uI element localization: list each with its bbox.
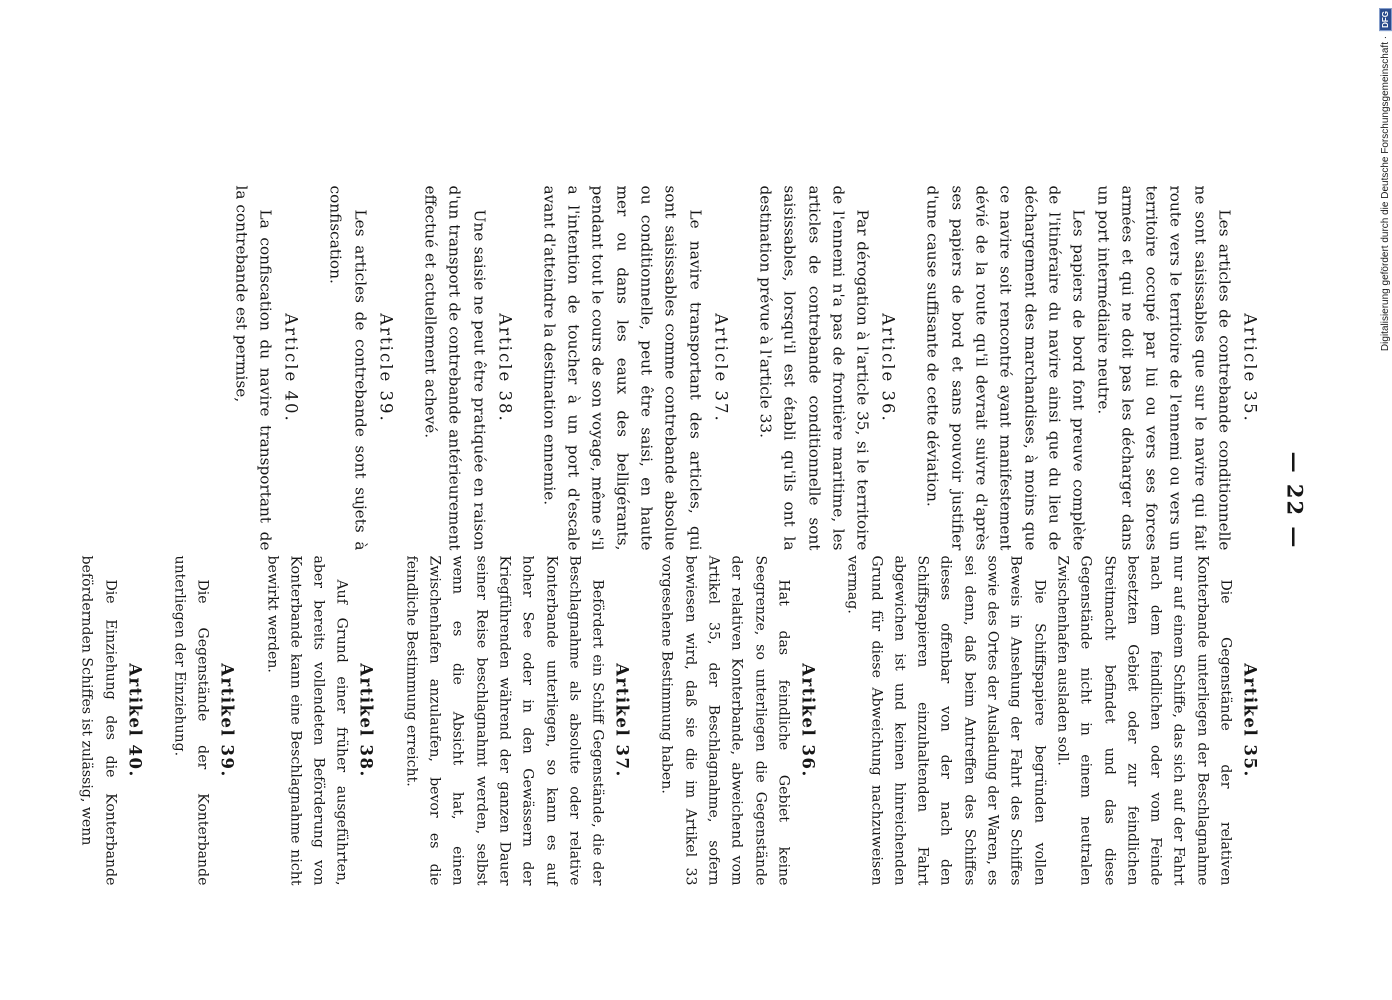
article-paragraph: Le navire transportant des articles, qui sont saisissables comme contrebande absolue ou conditionnelle, peut être saisi, en haute mer ou dans les eaux des belligérants, pendant tout le cours de son voyage, même s'il a l'intention de toucher à un port d'escale avant d'atteindre la destination ennemie.: [539, 185, 704, 550]
article-heading: Artikel 37.: [612, 662, 632, 778]
article-paragraph: Auf Grund einer früher ausgeführten, aber bereits vollendeten Beförderung von Konterbande kann eine Beschlagnahme nicht bewirkt werden.: [263, 555, 350, 885]
article-heading: Article 39.: [375, 312, 395, 423]
article-heading: Artikel 36.: [797, 662, 817, 778]
article-36-fr: [753, 185, 901, 550]
article-heading: Article 36.: [878, 312, 898, 423]
article-paragraph: Hat das feindliche Gebiet keine Seegrenze, so unterliegen die Gegenstände der relativen Konterbande, abweichend vom Artikel 35, der Beschlagnahme, sofern bewiesen wird, daß sie die im Artikel 33 vorgesehene Bestimmung haben.: [658, 555, 791, 885]
article-paragraph: Par dérogation à l'article 35, si le territoire de l'ennemi n'a pas de frontière maritime, les articles de contrebande conditionnelle sont saisissables, lorsqu'il est établi qu'ils ont la destination prévue à l'article 33.: [755, 185, 872, 550]
article-paragraph: Les articles de contrebande sont sujets à confiscation.: [326, 185, 369, 550]
article-heading: Article 40.: [281, 312, 301, 423]
german-column: [55, 555, 1263, 885]
article-39-de: [167, 555, 241, 885]
article-35-de: [840, 555, 1263, 885]
article-paragraph: Die Schiffspapiere begründen vollen Beweis in Ansehung der Fahrt des Schiffes sowie des Ortes der Ausladung der Waren, es sei denn, daß beim Antreffen des Schiffes dieses offenbar von der nach den Schiffspapieren einzuhaltenden Fahrt abgewichen ist und keinen hinreichenden Grund für diese Abweichung nachzuweisen vermag.: [844, 555, 1047, 885]
article-35-fr: [920, 185, 1263, 550]
article-heading: Artikel 40.: [124, 662, 144, 778]
article-paragraph: Une saisie ne peut être pratiquée en raison d'un transport de contrebande antérieurement effectué et actuellement achevé.: [420, 185, 488, 550]
article-paragraph: Les articles de contrebande conditionnelle ne sont saisissables que sur le navire qui fait route vers le territoire de l'ennemi ou vers un territoire occupé par lui ou vers ses forces armées et qui ne doit pas les décharger dans un port intermédiaire neutre.: [1093, 185, 1233, 550]
article-heading: Article 38.: [494, 312, 514, 423]
dfg-logo: DFG: [1379, 8, 1392, 31]
article-heading: Article 35.: [1240, 312, 1259, 423]
article-40-fr: [229, 185, 305, 550]
article-paragraph: La confiscation du navire transportant de la contrebande est permise,: [231, 185, 275, 550]
article-paragraph: Befördert ein Schiff Gegenstände, die der Beschlagnahme als absolute oder relative Konterbande unterliegen, so kann es auf hoher See oder in den Gewässern der Kriegführenden während der ganzen Dauer seiner Reise beschlagnahmt werden, selbst wenn es die Absicht hat, einen Zwischenhafen anzulaufen, bevor es die feindliche Bestimmung erreicht.: [402, 555, 606, 885]
article-36-de: [654, 555, 821, 885]
article-40-de: [74, 555, 148, 885]
article-39-fr: [323, 185, 399, 550]
article-heading: Artikel 38.: [356, 662, 376, 778]
article-heading: Artikel 35.: [1240, 662, 1259, 778]
article-38-fr: [418, 185, 518, 550]
article-paragraph: Die Einziehung des die Konterbande befördernden Schiffes ist zulässig, wenn: [78, 555, 118, 885]
credit-text: Digitalisierung gefördert durch die Deutsche Forschungsgemeinschaft ·: [1380, 35, 1391, 352]
article-heading: Artikel 39.: [217, 662, 237, 778]
article-paragraph: Les papiers de bord font preuve complète de l'itinéraire du navire ainsi que du lieu de déchargement des marchandises, à moins que ce navire soit rencontré ayant manifestement dévié de la route qu'il devrait suivre d'après ses papiers de bord et sans pouvoir justifier d'une cause suffisante de cette déviation.: [923, 185, 1088, 550]
article-paragraph: Die Gegenstände der relativen Konterbande unterliegen der Beschlagnahme nur auf einem Schiffe, das sich auf der Fahrt nach dem feindlichen oder vom Feinde besetzten Gebiet oder zur feindlichen Streitmacht befindet und das diese Gegenstände nicht in einem neutralen Zwischenhafen ausladen soll.: [1053, 555, 1233, 885]
french-column: [210, 185, 1264, 550]
article-heading: Article 37.: [710, 312, 730, 423]
article-38-de: [259, 555, 379, 885]
article-paragraph: Die Gegenstände der Konterbande unterliegen der Einziehung.: [171, 555, 211, 885]
article-37-de: [399, 555, 636, 885]
article-37-fr: [537, 185, 734, 550]
digitization-credit: [1379, 8, 1392, 351]
page-number: — 22 —: [1282, 451, 1307, 549]
